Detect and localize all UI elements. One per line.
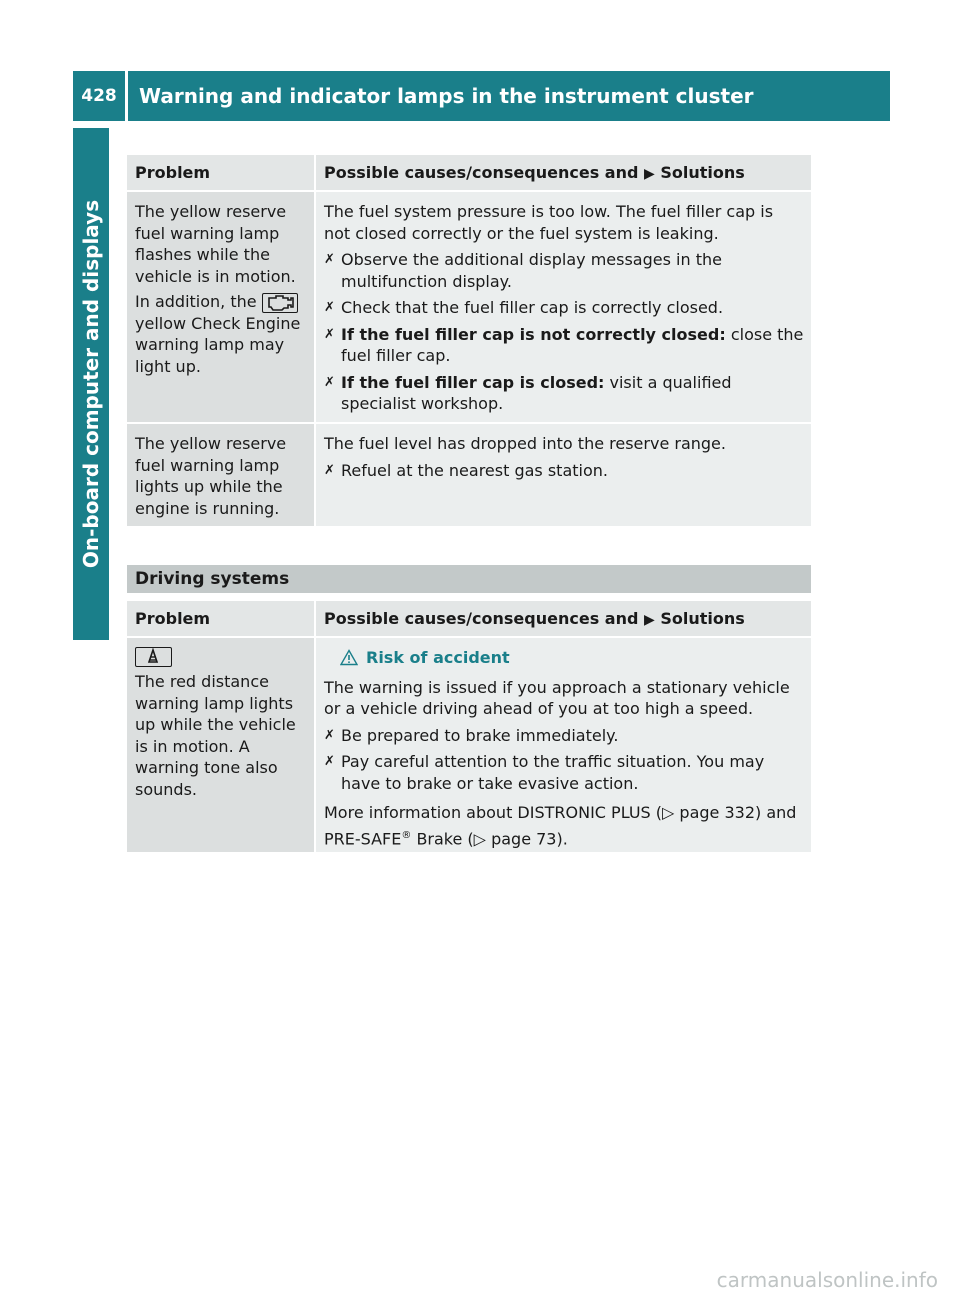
step-text: Refuel at the nearest gas station. [341, 460, 608, 480]
table-row [127, 636, 811, 852]
chapter-side-tab [73, 128, 109, 640]
warning-triangle-icon [340, 649, 358, 666]
solution-step [324, 725, 804, 747]
problem-text: The yellow reserve fuel warning lamp flashes while the vehicle is in motion. [135, 202, 296, 286]
step-text: Observe the additional display messages in the multifunction display. [341, 250, 722, 291]
table-row [127, 190, 811, 422]
step-text: Check that the fuel filler cap is correctly closed. [341, 298, 724, 317]
step-arrow-icon: ✗ [324, 727, 335, 743]
distance-warning-icon [135, 647, 172, 667]
cause-text: The warning is issued if you approach a stationary vehicle or a vehicle driving ahead of you at too high a speed. [324, 677, 790, 718]
solution-step [324, 372, 804, 415]
solution-cell [314, 638, 811, 852]
page-ref-icon: ▷ [473, 829, 486, 849]
problem-text: The yellow reserve fuel warning lamp lights up while the engine is running. [135, 434, 287, 518]
check-engine-icon [262, 293, 298, 313]
risk-label: Risk of accident [366, 648, 510, 667]
page-number: 428 [73, 71, 125, 121]
page-ref-icon: ▷ [662, 803, 675, 822]
driving-systems-table [127, 601, 811, 852]
solution-cell [314, 424, 811, 526]
problem-cell [127, 424, 314, 526]
more-info-pre: More information about DISTRONIC PLUS ( [324, 803, 663, 822]
header-solutions-pre: Possible causes/consequences and [324, 163, 639, 182]
problem-cell [127, 638, 314, 852]
step-arrow-icon: ✗ [324, 300, 335, 315]
chapter-side-tab-label: On-board computer and displays [79, 199, 103, 569]
step-text: close the fuel filler cap. [341, 324, 804, 365]
problem-text-2-pre: In addition, the [135, 292, 257, 311]
header-problem: Problem [127, 601, 314, 636]
header-solutions-post: Solutions [660, 609, 745, 628]
problem-text-2 [135, 291, 306, 377]
step-bold: If the fuel filler cap is closed: [341, 372, 605, 392]
header-solutions [314, 601, 811, 636]
step-text: Be prepared to brake immediately. [341, 725, 619, 745]
registered-mark: ® [401, 830, 412, 841]
step-arrow-icon: ✗ [324, 374, 335, 390]
step-arrow-icon: ✗ [324, 754, 335, 769]
header-problem: Problem [127, 155, 314, 190]
table-header-row [127, 155, 811, 190]
header-solutions-pre: Possible causes/consequences and [324, 609, 639, 628]
page-title: Warning and indicator lamps in the instrument cluster [128, 71, 890, 121]
cause-text: The fuel system pressure is too low. The fuel filler cap is not closed correctly or the fuel system is leaking. [324, 202, 774, 243]
step-text: visit a qualified specialist workshop. [341, 372, 732, 413]
solution-step [324, 249, 804, 292]
step-text: Pay careful attention to the traffic situation. You may have to brake or take evasive action. [341, 752, 765, 793]
section-heading: Driving systems [127, 565, 811, 593]
step-bold: If the fuel filler cap is not correctly closed: [341, 324, 726, 344]
solution-cell [314, 192, 811, 422]
solution-arrow-icon: ▶ [644, 166, 655, 182]
solution-step [324, 460, 804, 482]
solution-arrow-icon: ▶ [644, 612, 655, 628]
cause-text: The fuel level has dropped into the reserve range. [324, 434, 726, 453]
solution-step [324, 324, 804, 367]
more-info-mid: Brake ( [411, 829, 474, 849]
step-arrow-icon: ✗ [324, 252, 335, 267]
problem-text-2-post: yellow Check Engine warning lamp may light up. [135, 313, 301, 376]
risk-warning [340, 647, 804, 669]
more-info-pre2: PRE-SAFE [324, 829, 402, 849]
table-header-row [127, 601, 811, 636]
watermark: carmanualsonline.info [716, 1268, 938, 1292]
fuel-warning-table [127, 155, 811, 526]
solution-step [324, 297, 804, 319]
header-solutions-post: Solutions [660, 163, 745, 182]
header-solutions [314, 155, 811, 190]
problem-text: The red distance warning lamp lights up while the vehicle is in motion. A warning tone also sounds. [135, 672, 296, 799]
table-row [127, 422, 811, 526]
step-arrow-icon: ✗ [324, 462, 335, 478]
step-arrow-icon: ✗ [324, 326, 335, 342]
page-ref-link-332[interactable]: page 332) and [674, 803, 797, 822]
solution-step [324, 751, 804, 794]
page-ref-link-73[interactable]: page 73). [485, 829, 568, 849]
problem-cell [127, 192, 314, 422]
more-info-text [324, 801, 804, 850]
